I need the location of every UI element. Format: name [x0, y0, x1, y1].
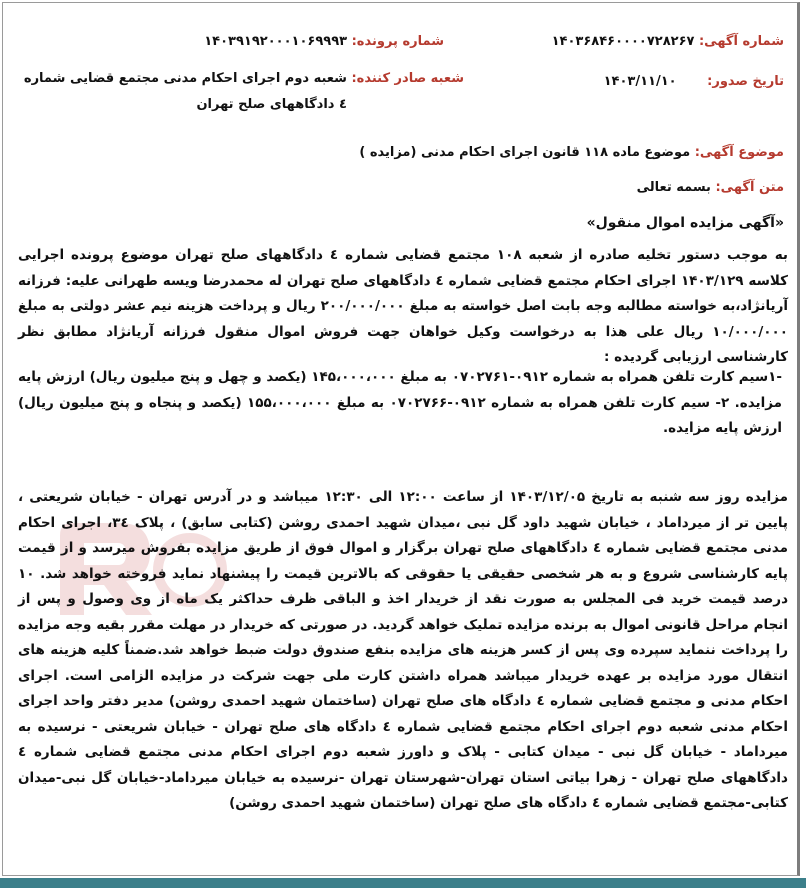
subject-label: موضوع آگهی: [694, 145, 784, 160]
paragraph-items: -۱سیم کارت تلفن همراه به شماره ۰۹۱۲-۰۷۰۲۷۶۱ به مبلغ ۱۴۵،۰۰۰،۰۰۰ (یکصد و چهل و پنج میلیون ریال) ارزش پایه مزایده. ۲- سیم کارت تلفن همراه به شماره ۰۹۱۲-۰۷۰۲۷۶۶ به مبلغ ۱۵۵،۰۰۰،۰۰۰ (یکصد و پنجاه و پنج میلیون ریال) ارزش پایه مزایده. [18, 369, 783, 436]
ad-number-value: ۱۴۰۳۶۸۴۶۰۰۰۰۷۲۸۲۶۷ [551, 34, 695, 49]
paragraph-auction-details: مزایده روز سه شنبه به تاریخ ۱۴۰۳/۱۲/۰۵ از ساعت ۱۲:۰۰ الی ۱۲:۳۰ میباشد و در آدرس تهران - خیابان شریعتی ، پایین تر از میرداماد ، خیابان شهید داود گل نبی ،میدان شهید احمدی روشن (کتابی سابق) ، پلاک ۳٤، اجرای احکام مدنی مجتمع قضایی شماره ٤ دادگاههای صلح تهران برگزار و اموال فوق از طریق مزایده بفروش میرسد و از قیمت پایه کارشناسی شروع و به هر شخصی حقیقی یا حقوقی که بالاترین قیمت را پیشنهاد نماید فروخته خواهد شد. ۱۰ درصد قیمت خرید فی المجلس به صورت نقد از خریدار اخذ و الباقی ظرف حداکثر یک ماه از وی وصول و پس از انجام مراحل قانونی اموال به برنده مزایده تملیک خواهد گردید. در صورتی که خریدار در مهلت مقرر بقیه وجه مزایده را پرداخت ننماید سپرده وی پس از کسر هزینه های مزایده بنفع صندوق دولت ضبط خواهد شد.ضمناً کلیه هزینه های انتقال مورد مزایده بر عهده خریدار میباشد همراه داشتن کارت ملی جهت شرکت در مزایده الزامی است. اجرای احکام مدنی و مجتمع قضایی شماره ٤ دادگاه های صلح تهران (ساختمان شهید احمدی روشن) مدیر دفتر واحد اجرای احکام مدنی شعبه دوم اجرای احکام مجتمع قضایی شماره ٤ دادگاه های صلح تهران - خیابان شریعتی - نرسیده به میرداماد - خیابان گل نبی - میدان کتابی - پلاک و داورز شعبه دوم اجرای احکام مدنی مجتمع قضایی شماره ٤ دادگاههای صلح تهران - زهرا بیاتی استان تهران-شهرستان تهران -نرسیده به خیابان میرداماد-خیابان گل نبی-میدان کتابی-مجتمع قضایی شماره ٤ دادگاه های صلح تهران (ساختمان شهید احمدی روشن) [18, 489, 788, 811]
issue-date-label: تاریخ صدور: [707, 74, 784, 89]
body-intro-row [637, 180, 784, 195]
case-number-value: ۱۴۰۳۹۱۹۲۰۰۰۱۰۶۹۹۹۳ [204, 34, 348, 49]
issuer-value: شعبه دوم اجرای احکام مدنی مجتمع قضایی شماره ٤ دادگاههای صلح تهران [23, 71, 347, 112]
issuer-label: شعبه صادر کننده: [351, 71, 464, 86]
bottom-bar [0, 878, 806, 888]
ad-number-row [552, 34, 784, 49]
subject-row [359, 145, 784, 160]
issue-date-row [604, 74, 784, 89]
ad-number-label: شماره آگهی: [698, 34, 784, 49]
case-number-row [204, 34, 444, 49]
subject-value: موضوع ماده ۱۱۸ قانون اجرای احکام مدنی (مزایده ) [359, 145, 691, 160]
issuer-row [17, 66, 464, 118]
auction-heading: «آگهی مزایده اموال منقول» [586, 215, 784, 231]
body-intro-value: بسمه تعالی [636, 180, 711, 195]
case-number-label: شماره پرونده: [351, 34, 444, 49]
issue-date-value: ۱۴۰۳/۱۱/۱۰ [603, 74, 677, 89]
body-intro-label: متن آگهی: [715, 180, 784, 195]
paragraph-order: به موجب دستور تخلیه صادره از شعبه ۱۰۸ مجتمع قضایی شماره ٤ دادگاههای صلح تهران موضوع پرونده اجرایی کلاسه ۱۴۰۳/۱۲۹ اجرای احکام مجتمع قضایی شماره ٤ دادگاههای صلح تهران له محمدرضا ویسه طهرانی علیه: فرزانه آریانژاد،به خواسته مطالبه وجه بابت اصل خواسته به مبلغ ۲۰۰/۰۰۰/۰۰۰ ریال و پرداخت هزینه نیم عشر دولتی به مبلغ ۱۰/۰۰۰/۰۰۰ ریال علی هذا به درخواست وکیل خواهان جهت فروش اموال منقول فرزانه آریانژاد مطابق نظر کارشناسی ارزیابی گردیده : [18, 247, 789, 365]
